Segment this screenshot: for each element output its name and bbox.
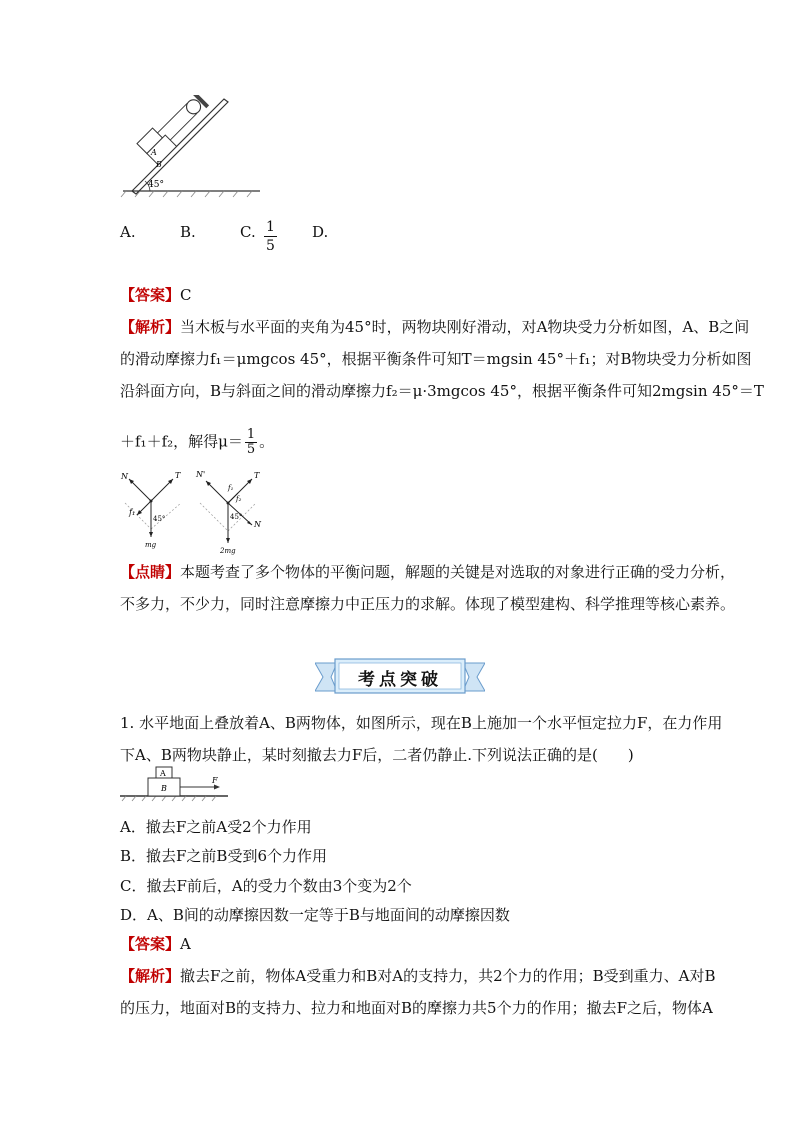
analysis-2-text-1: 撤去F之前，物体A受重力和B对A的支持力，共2个力的作用；B受到重力、A对B	[180, 967, 716, 985]
comment-line-2: 不多力，不少力，同时注意摩擦力中正压力的求解。体现了模型建构、科学推理等核心素养。	[120, 595, 736, 613]
option-d: D．A、B间的动摩擦因数一定等于B与地面间的动摩擦因数	[120, 906, 510, 924]
answer-1	[120, 285, 192, 305]
banner-title: 考点突破	[358, 670, 442, 690]
block-a-label: A	[151, 148, 157, 157]
analysis-1-line-1	[120, 317, 749, 337]
label-mg: mg	[145, 541, 157, 549]
label-f2: f₂	[236, 495, 242, 503]
option-b: B．撤去F之前B受到6个力作用	[120, 847, 327, 865]
label-f1-b: f₁	[228, 484, 234, 492]
choice-row	[120, 219, 329, 254]
comment-tag: 【点睛】	[120, 563, 181, 581]
option-c: C．撤去F前后，A的受力个数由3个变为2个	[120, 877, 412, 895]
mu-numerator: 1	[246, 427, 256, 442]
section-banner	[315, 655, 485, 697]
label-n-prime: N'	[196, 470, 206, 479]
label-t2: T	[254, 471, 260, 480]
comment-line-1	[120, 562, 735, 582]
force-diagram-b	[192, 465, 272, 555]
answer-2-value: A	[180, 935, 191, 953]
angle-label: 45°	[148, 180, 164, 190]
label-n: N	[121, 472, 128, 481]
choice-c-numerator: 1	[266, 219, 275, 235]
choice-a: A.	[120, 223, 136, 241]
answer-2-tag: 【答案】	[120, 935, 181, 953]
block-stack-figure	[120, 766, 230, 806]
analysis-1-line-2: 的滑动摩擦力f₁＝μmgcos 45°，根据平衡条件可知T＝mgsin 45°＋f₁；对B物块受力分析如图	[120, 350, 752, 368]
label-2mg: 2mg	[220, 547, 236, 555]
analysis-1-line-4	[120, 428, 274, 457]
incline-figure	[118, 95, 268, 200]
comment-text-1: 本题考查了多个物体的平衡问题，解题的关键是对选取的对象进行正确的受力分析，	[180, 563, 736, 581]
label-n-b: N	[254, 520, 261, 529]
force-diagram-a	[115, 465, 190, 550]
analysis-2-line-1	[120, 966, 716, 986]
option-a: A．撤去F之前A受2个力作用	[120, 818, 312, 836]
mu-fraction	[245, 428, 257, 457]
analysis-1-text-4: ＋f₁＋f₂，解得μ＝	[120, 432, 243, 451]
choice-d: D.	[312, 223, 329, 241]
question-1-line-1: 1. 水平地面上叠放着A、B两物体，如图所示，现在B上施加一个水平恒定拉力F，在力作用	[120, 714, 723, 732]
question-1-line-2: 下A、B两物块静止，某时刻撤去力F后，二者仍静止.下列说法正确的是( )	[120, 746, 634, 764]
block-b-label: B	[156, 160, 162, 169]
choice-c-denominator: 5	[266, 238, 275, 254]
choice-b: B.	[180, 223, 196, 241]
analysis-1-end: 。	[259, 432, 275, 451]
analysis-2-line-2: 的压力，地面对B的支持力、拉力和地面对B的摩擦力共5个力的作用；撤去F之后，物体A	[120, 999, 713, 1017]
fig-label-f: F	[212, 776, 218, 785]
choice-c-fraction	[264, 218, 277, 255]
answer-value: C	[180, 286, 192, 304]
label-t: T	[175, 471, 181, 480]
label-angle: 45°	[153, 515, 166, 523]
choice-c: C.	[240, 223, 256, 241]
analysis-tag: 【解析】	[120, 318, 181, 336]
analysis-2-tag: 【解析】	[120, 967, 181, 985]
fig-label-b: B	[161, 784, 167, 793]
analysis-1-text-1: 当木板与水平面的夹角为45°时，两物块刚好滑动，对A物块受力分析如图，A、B之间	[180, 318, 750, 336]
answer-tag: 【答案】	[120, 286, 181, 304]
analysis-1-line-3: 沿斜面方向，B与斜面之间的滑动摩擦力f₂＝μ·3mgcos 45°，根据平衡条件可知2mgsin 45°＝T	[120, 382, 764, 400]
label-angle-b: 45°	[230, 513, 243, 521]
mu-denominator: 5	[246, 442, 256, 457]
fig-label-a: A	[160, 769, 166, 778]
answer-2	[120, 934, 191, 954]
label-f1: f₁	[129, 508, 136, 517]
